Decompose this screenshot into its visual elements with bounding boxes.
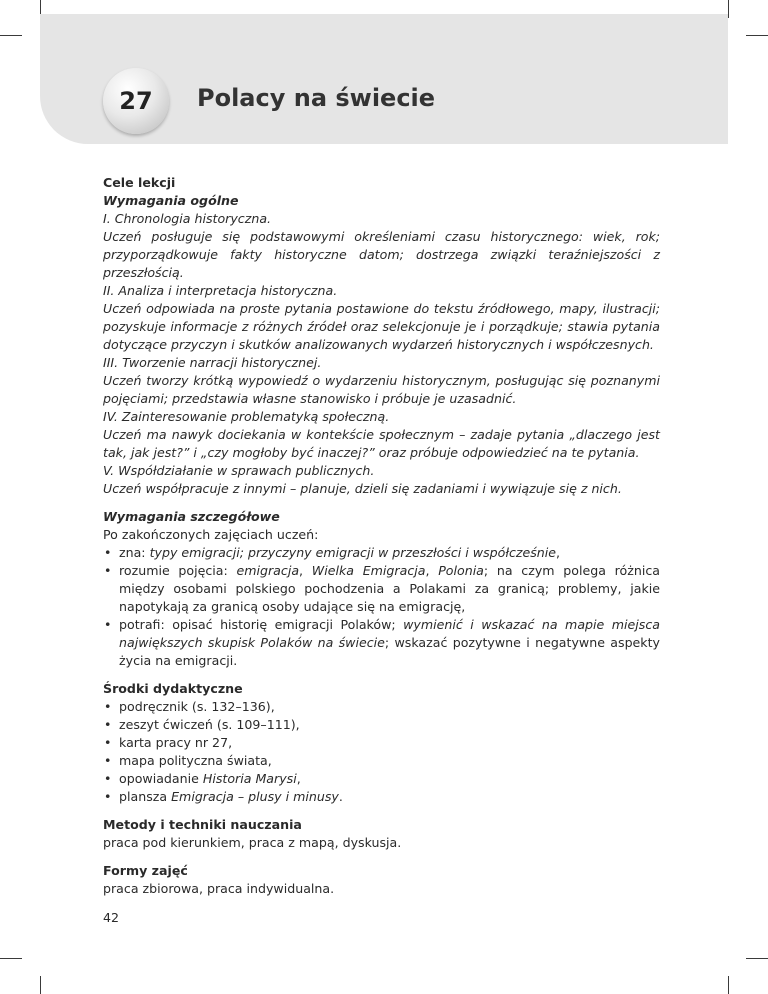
requirement-label: III. Tworzenie narracji historycznej. xyxy=(103,355,322,370)
crop-mark xyxy=(746,958,768,959)
requirement-text: Uczeń tworzy krótką wypowiedź o wydarzeniu historycznym, posługując się poznanymi pojęciami; przedstawia własne stanowisko i próbuje je uzasadnić. xyxy=(103,373,660,406)
resources-heading: Środki dydaktyczne xyxy=(103,681,243,696)
detailed-requirements-heading: Wymagania szczegółowe xyxy=(103,509,280,524)
lesson-number: 27 xyxy=(119,87,153,115)
list-item: • podręcznik (s. 132–136), xyxy=(103,698,660,716)
methods-text: praca pod kierunkiem, praca z mapą, dyskusja. xyxy=(103,835,402,850)
lesson-number-badge xyxy=(103,68,169,134)
requirement-text: Uczeń odpowiada na proste pytania postawione do tekstu źródłowego, mapy, ilustracji; pozyskuje informacje z różnych źródeł oraz selekcjonuje je i porządkuje; stawia pytania dotyczące przyczyn i skutków analizowanych wydarzeń historycznych i współczesnych. xyxy=(103,301,660,352)
page-content xyxy=(103,174,660,898)
list-item: • rozumie pojęcia: emigracja, Wielka Emigracja, Polonia; na czym polega różnica między osobami polskiego pochodzenia a Polakami za granicą; problemy, jakie napotykają za granicą osoby udające się na emigrację, xyxy=(103,562,660,616)
crop-mark xyxy=(728,0,729,18)
methods-heading: Metody i techniki nauczania xyxy=(103,817,302,832)
forms-heading: Formy zajęć xyxy=(103,863,188,878)
goals-heading: Cele lekcji xyxy=(103,175,176,190)
requirement-text: Uczeń współpracuje z innymi – planuje, dzieli się zadaniami i wywiązuje się z nich. xyxy=(103,481,622,496)
crop-mark xyxy=(40,976,41,994)
general-requirements-heading: Wymagania ogólne xyxy=(103,193,239,208)
list-item: • opowiadanie Historia Marysi, xyxy=(103,770,660,788)
crop-mark xyxy=(0,958,22,959)
list-item: • karta pracy nr 27, xyxy=(103,734,660,752)
lesson-title: Polacy na świecie xyxy=(197,84,436,112)
requirement-label: V. Współdziałanie w sprawach publicznych. xyxy=(103,463,375,478)
crop-mark xyxy=(746,35,768,36)
requirement-label: II. Analiza i interpretacja historyczna. xyxy=(103,283,338,298)
requirement-text: Uczeń posługuje się podstawowymi określeniami czasu historycznego: wiek, rok; przyporządkowuje fakty historyczne datom; dostrzega związki teraźniejszości z przeszłością. xyxy=(103,229,660,280)
page-number: 42 xyxy=(103,910,120,925)
list-item: • plansza Emigracja – plusy i minusy. xyxy=(103,788,660,806)
requirement-label: IV. Zainteresowanie problematyką społeczną. xyxy=(103,409,390,424)
list-item: • mapa polityczna świata, xyxy=(103,752,660,770)
crop-mark xyxy=(728,976,729,994)
list-item: • potrafi: opisać historię emigracji Polaków; wymienić i wskazać na mapie miejsca największych skupisk Polaków na świecie; wskazać pozytywne i negatywne aspekty życia na emigracji. xyxy=(103,616,660,670)
detailed-list xyxy=(103,544,660,670)
requirement-label: I. Chronologia historyczna. xyxy=(103,211,272,226)
list-item: • zeszyt ćwiczeń (s. 109–111), xyxy=(103,716,660,734)
resources-list xyxy=(103,698,660,806)
list-item: • zna: typy emigracji; przyczyny emigracji w przeszłości i współcześnie, xyxy=(103,544,660,562)
forms-text: praca zbiorowa, praca indywidualna. xyxy=(103,881,335,896)
crop-mark xyxy=(0,35,22,36)
requirement-text: Uczeń ma nawyk dociekania w kontekście społecznym – zadaje pytania „dlaczego jest tak, jak jest?” i „czy mogłoby być inaczej?” oraz próbuje odpowiedzieć na te pytania. xyxy=(103,427,660,460)
detailed-intro: Po zakończonych zajęciach uczeń: xyxy=(103,527,319,542)
